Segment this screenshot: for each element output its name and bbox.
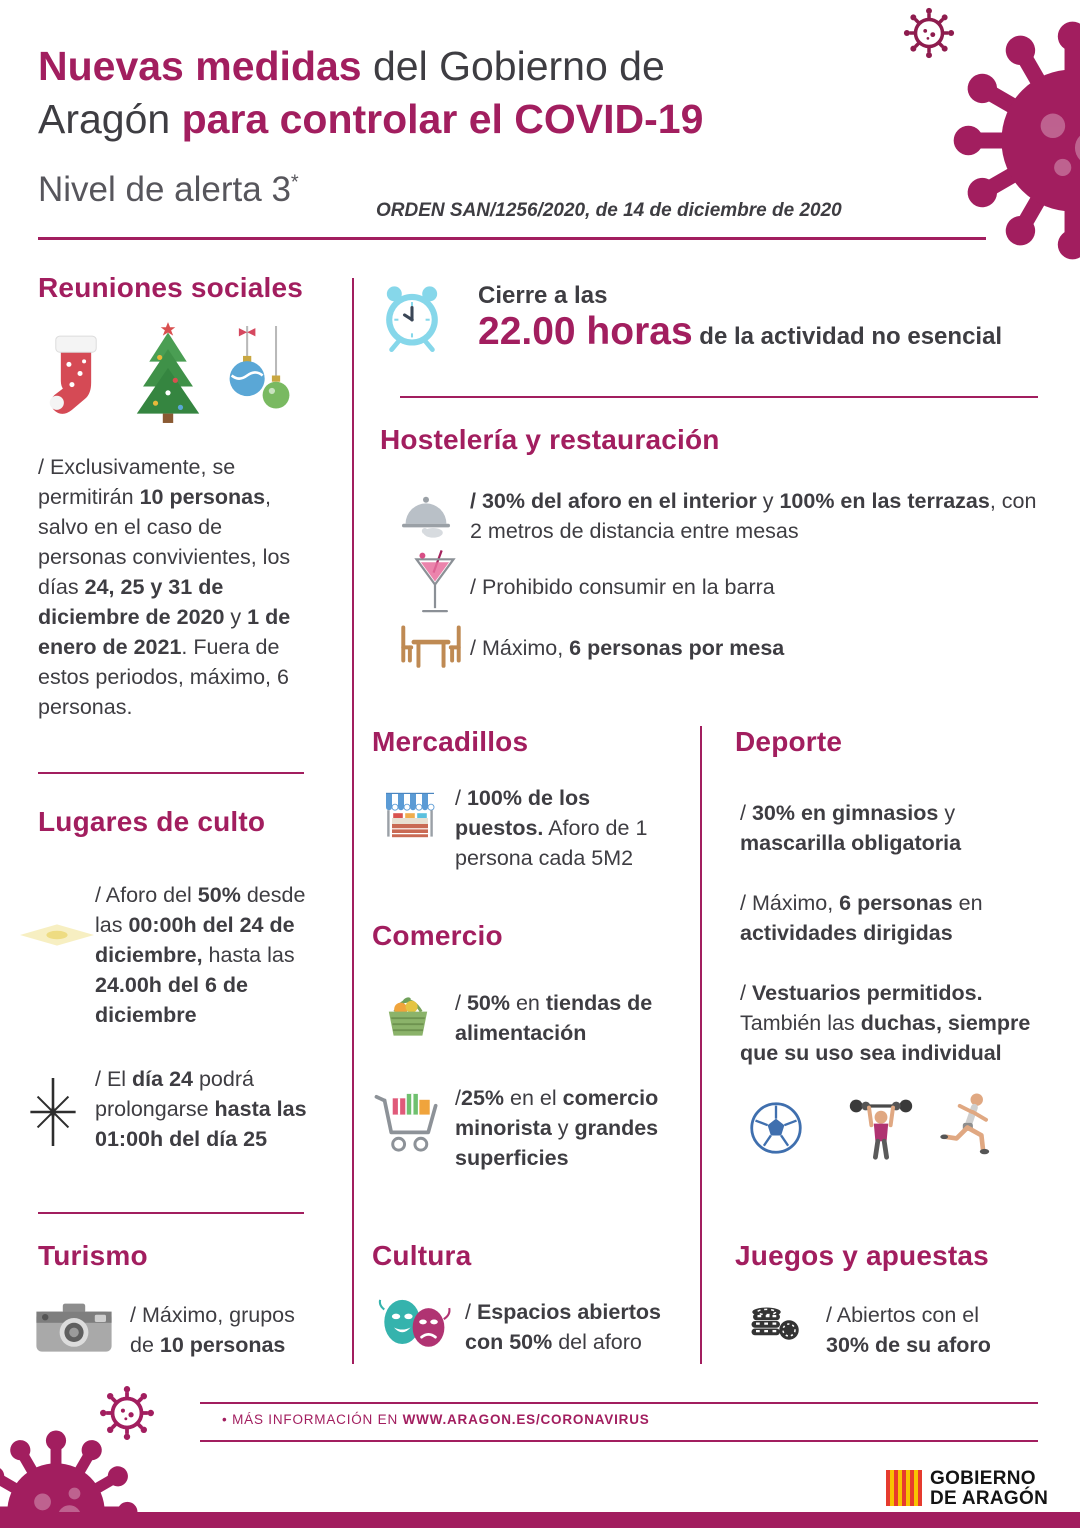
hosteleria-text-1: / 30% del aforo en el interior y 100% en las terrazas, con 2 metros de distancia entre mesas [470,489,1037,543]
section-title-mercadillos: Mercadillos [372,726,529,757]
poker-chips-icon [744,1294,804,1354]
section-title-juegos: Juegos y apuestas [735,1240,989,1271]
closure-intro: Cierre a las [478,282,608,309]
left-divider-1 [38,772,304,774]
page-title [38,40,918,146]
virus-icon [950,18,1080,263]
more-info-label: MÁS INFORMACIÓN EN [232,1412,403,1427]
alert-level [38,170,299,210]
logo-line1: GOBIERNO [930,1468,1036,1489]
cultura-text: / Espacios abiertos con 50% del aforo [465,1300,661,1354]
footer-divider-top [200,1402,1038,1404]
theater-masks-icon [376,1292,452,1356]
serving-cloche-icon [396,490,456,542]
bottom-bar [0,1512,1080,1528]
footer-info [222,1412,942,1427]
deporte-text-3: / Vestuarios permitidos. También las duchas, siempre que su uso sea individual [740,981,1031,1065]
camera-icon [34,1294,114,1358]
runner-icon [938,1088,1000,1164]
closure-time: 22.00 horas [478,310,693,353]
coronavirus-info-link[interactable]: WWW.ARAGON.ES/CORONAVIRUS [402,1412,650,1427]
deporte-text-2: / Máximo, 6 personas en actividades dirigidas [740,891,983,945]
section-title-comercio: Comercio [372,920,503,951]
comercio-text-1: / 50% en tiendas de alimentación [455,991,653,1045]
shopping-cart-icon [372,1082,446,1162]
ornaments-icon [220,326,298,424]
section-title-deporte: Deporte [735,726,843,757]
virus-icon [902,6,956,60]
star-icon [22,1076,84,1148]
soccer-ball-icon [748,1100,804,1156]
left-divider-2 [38,1212,304,1214]
gobierno-aragon-logo [930,1469,1048,1509]
reuniones-text: / Exclusivamente, se permitirán 10 personas, salvo en el caso de personas convivientes, los días 24, 25 y 31 de diciembre de 2020 y 1 de enero de 2021. Fuera de estos periodos, máximo, 6 personas. [38,455,291,719]
hosteleria-text-3: / Máximo, 6 personas por mesa [470,636,785,660]
mercadillos-text: / 100% de los puestos. Aforo de 1 persona cada 5M2 [455,786,648,870]
market-stall-icon [380,788,440,848]
page-title-line2 [38,93,918,146]
weightlifter-icon [845,1090,917,1162]
logo-line2: DE ARAGÓN [930,1488,1049,1509]
footer-divider-bottom [200,1440,1038,1442]
alert-asterisk: * [290,171,299,194]
juegos-text: / Abiertos con el 30% de su aforo [826,1303,991,1357]
closure-rest: de la actividad no esencial [692,323,1003,350]
culto-text-1: / Aforo del 50% desde las 00:00h del 24 de diciembre, hasta las 24.00h del 6 de diciembre [95,883,306,1027]
closure-banner [478,282,1040,354]
page-title-line1 [38,40,918,93]
title-plain-2: Aragón [38,96,182,142]
section-title-hosteleria: Hostelería y restauración [380,424,720,455]
christmas-tree-icon [126,320,210,424]
title-accent-2: para controlar el COVID-19 [181,96,704,142]
christmas-stocking-icon [40,328,112,424]
turismo-text: / Máximo, grupos de 10 personas [130,1303,295,1357]
footer-bullet: • [222,1412,228,1427]
closure-divider [400,396,1038,398]
aragon-flag-icon [886,1470,922,1506]
cocktail-icon [412,546,458,620]
food-basket-icon [376,984,440,1044]
culto-text-2: / El día 24 podrá prolongarse hasta las 01:00h del día 25 [95,1067,307,1151]
header-divider [38,237,986,240]
title-plain-1: del Gobierno de [361,43,665,89]
section-title-culto: Lugares de culto [38,806,266,837]
alarm-clock-icon [378,281,446,353]
hosteleria-text-2: / Prohibido consumir en la barra [470,575,775,599]
section-title-turismo: Turismo [38,1240,148,1271]
section-title-reuniones: Reuniones sociales [38,272,304,303]
section-title-cultura: Cultura [372,1240,472,1271]
order-reference: ORDEN SAN/1256/2020, de 14 de diciembre de 2020 [376,200,842,221]
vertical-divider-1 [352,278,354,1364]
comercio-text-2: /25% en el comercio minorista y grandes superficies [455,1086,659,1170]
table-chairs-icon [398,622,464,674]
title-accent-1: Nuevas medidas [38,43,362,89]
closure-line2 [478,310,1040,354]
deporte-text-1: / 30% en gimnasios y mascarilla obligatoria [740,801,962,855]
candle-glow-icon [20,920,94,950]
alert-level-text: Nivel de alerta 3 [38,170,291,209]
vertical-divider-2 [700,726,702,1364]
